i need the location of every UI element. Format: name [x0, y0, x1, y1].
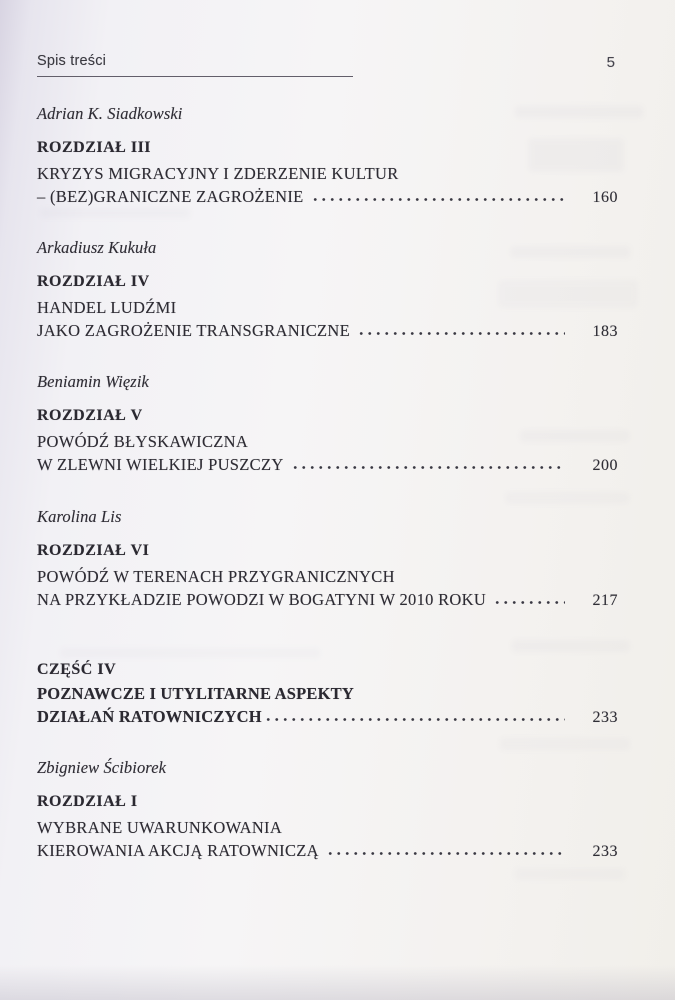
toc-page-number: 183: [592, 323, 618, 340]
toc-author: Karolina Lis: [37, 507, 122, 526]
toc-author: Adrian K. Siadkowski: [37, 104, 183, 123]
toc-entry: [37, 705, 618, 728]
toc-title-line: HANDEL LUDŹMI: [37, 298, 177, 317]
toc-entry: [37, 588, 618, 611]
toc-title-line: – (BEZ)GRANICZNE ZAGROŻENIE: [37, 187, 304, 206]
toc-entry: [37, 839, 618, 862]
toc-part-heading: CZĘŚĆ IV: [37, 661, 117, 678]
dot-leader: [326, 851, 565, 856]
toc-title-line: POZNAWCZE I UTYLITARNE ASPEKTY: [37, 684, 354, 703]
toc-page-number: 233: [592, 709, 618, 726]
bleed-through-smudge: [515, 868, 625, 880]
toc-section: [37, 372, 618, 476]
toc-page-number: 200: [592, 457, 618, 474]
toc-section: [37, 758, 618, 862]
header-page-number: 5: [606, 54, 615, 71]
toc-entry: [37, 185, 618, 208]
dot-leader: [264, 717, 565, 722]
toc-chapter-heading: ROZDZIAŁ V: [37, 407, 143, 424]
toc-title-line: POWÓDŹ W TERENACH PRZYGRANICZNYCH: [37, 567, 395, 586]
toc-title-line: NA PRZYKŁADZIE POWODZI W BOGATYNI W 2010 ROKU: [37, 590, 487, 609]
dot-leader: [291, 465, 565, 470]
toc-page-number: 217: [592, 592, 618, 609]
toc-page-number: 160: [592, 189, 618, 206]
dot-leader: [493, 600, 565, 605]
toc-author: Beniamin Więzik: [37, 372, 149, 391]
toc-section: [37, 104, 618, 208]
toc-title-line: JAKO ZAGROŻENIE TRANSGRANICZNE: [37, 321, 351, 340]
dot-leader: [311, 197, 565, 202]
toc-title-line: WYBRANE UWARUNKOWANIA: [37, 818, 283, 837]
header-title: Spis treści: [37, 53, 107, 69]
toc-entry: [37, 453, 618, 476]
toc-entry: [37, 319, 618, 342]
toc-section: [37, 507, 618, 611]
toc-author: Arkadiusz Kukuła: [37, 238, 157, 257]
toc-chapter-heading: ROZDZIAŁ IV: [37, 273, 150, 290]
toc-title-line: KIEROWANIA AKCJĄ RATOWNICZĄ: [37, 841, 319, 860]
toc-title-line: KRYZYS MIGRACYJNY I ZDERZENIE KULTUR: [37, 164, 399, 183]
toc-title-line: POWÓDŹ BŁYSKAWICZNA: [37, 432, 249, 451]
page-header: [37, 52, 618, 77]
toc-chapter-heading: ROZDZIAŁ I: [37, 793, 138, 810]
toc-author: Zbigniew Ścibiorek: [37, 758, 167, 777]
dot-leader: [357, 331, 565, 336]
header-rule: [37, 52, 353, 77]
toc-page-number: 233: [592, 843, 618, 860]
toc-title-line: W ZLEWNI WIELKIEJ PUSZCZY: [37, 455, 284, 474]
toc-chapter-heading: ROZDZIAŁ III: [37, 139, 152, 156]
toc-chapter-heading: ROZDZIAŁ VI: [37, 542, 150, 559]
toc-section: [37, 238, 618, 342]
toc-title-line: DZIAŁAŃ RATOWNICZYCH: [37, 707, 262, 726]
toc-part-section: [37, 658, 618, 728]
